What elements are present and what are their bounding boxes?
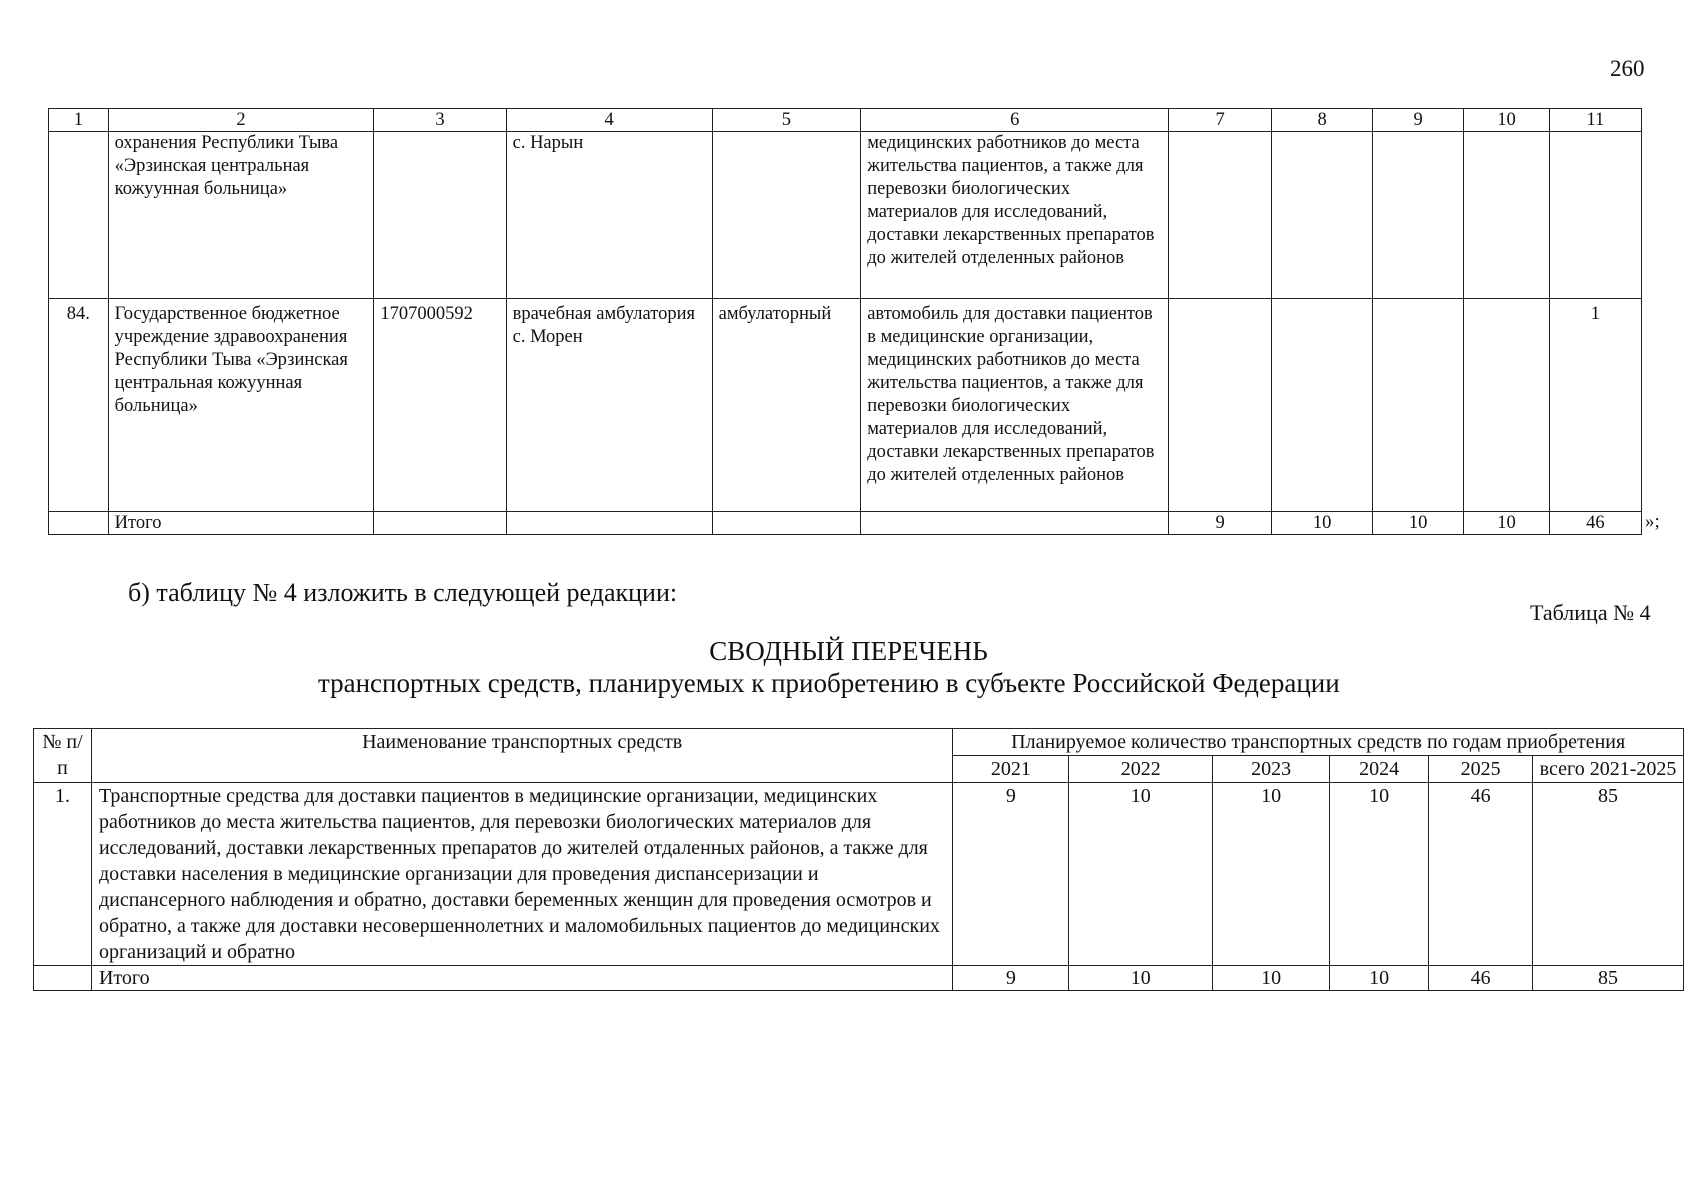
col-num: 3 [374, 109, 506, 132]
col-num: 1 [49, 109, 109, 132]
summary-table [33, 728, 1684, 991]
document-title: СВОДНЫЙ ПЕРЕЧЕНЬ [709, 636, 988, 666]
total-value: 10 [1213, 966, 1330, 991]
page-number: 260 [1610, 56, 1645, 81]
col-num: 7 [1169, 109, 1272, 132]
value-cell: 1 [1549, 299, 1641, 512]
header-row [34, 729, 1684, 756]
col-num: 6 [861, 109, 1169, 132]
header-year: 2022 [1069, 756, 1213, 783]
header-num: № п/п [34, 729, 92, 783]
header-year: 2024 [1330, 756, 1429, 783]
location-cell: с. Нарын [506, 132, 712, 299]
purpose-cell: медицинских работников до места жительства пациентов, а также для перевозки биологических материалов для исследований, доставки лекарственных препаратов до жителей отделенных районов [861, 132, 1169, 299]
continuation-table [48, 108, 1642, 535]
location-cell: врачебная амбулатория с. Морен [506, 299, 712, 512]
header-year: 2021 [953, 756, 1069, 783]
total-value: 46 [1429, 966, 1533, 991]
row-number: 84. [49, 299, 109, 512]
header-total: всего 2021-2025 [1533, 756, 1684, 783]
value-cell: 10 [1069, 783, 1213, 966]
col-num: 5 [712, 109, 861, 132]
total-label: Итого [91, 966, 952, 991]
col-num: 11 [1549, 109, 1641, 132]
institution-cell: охранения Республики Тыва «Эрзинская центральная кожуунная больница» [108, 132, 374, 299]
vehicle-description: Транспортные средства для доставки пациентов в медицинские организации, медицинских работников до места жительства пациентов, для перевозки биологических материалов для исследований, доставки лекарственных препаратов до жителей отдаленных районов, а также для доставки населения в медицинские организации для проведения диспансеризации и диспансерного наблюдения и обратно, доставки беременных женщин для проведения осмотров и обратно, а также для доставки несовершеннолетних и маломобильных пациентов до медицинских организаций и обратно [91, 783, 952, 966]
total-value: 10 [1373, 512, 1464, 535]
value-cell: 10 [1213, 783, 1330, 966]
institution-cell: Государственное бюджетное учреждение здравоохранения Республики Тыва «Эрзинская центральная кожуунная больница» [108, 299, 374, 512]
col-num: 8 [1272, 109, 1373, 132]
value-cell: 46 [1429, 783, 1533, 966]
total-value: 10 [1330, 966, 1429, 991]
value-cell: 10 [1330, 783, 1429, 966]
column-number-row [49, 109, 1642, 132]
row-number: 1. [34, 783, 92, 966]
total-label: Итого [108, 512, 374, 535]
value-cell: 85 [1533, 783, 1684, 966]
type-cell: амбулаторный [712, 299, 861, 512]
document-subtitle: транспортных средств, планируемых к приобретению в субъекте Российской Федерации [318, 668, 1340, 698]
total-value: 9 [1169, 512, 1272, 535]
table-label: Таблица № 4 [1530, 600, 1651, 625]
col-num: 4 [506, 109, 712, 132]
total-value: 10 [1464, 512, 1550, 535]
table-row [49, 299, 1642, 512]
header-year: 2023 [1213, 756, 1330, 783]
header-name: Наименование транспортных средств [91, 729, 952, 783]
total-value: 10 [1069, 966, 1213, 991]
inn-cell: 1707000592 [374, 299, 506, 512]
col-num: 10 [1464, 109, 1550, 132]
total-value: 9 [953, 966, 1069, 991]
header-group: Планируемое количество транспортных средств по годам приобретения [953, 729, 1684, 756]
total-value: 10 [1272, 512, 1373, 535]
table-row [34, 783, 1684, 966]
table-row [49, 132, 1642, 299]
value-cell: 9 [953, 783, 1069, 966]
purpose-cell: автомобиль для доставки пациентов в медицинские организации, медицинских работников до места жительства пациентов, а также для перевозки биологических материалов для исследований, доставки лекарственных препаратов до жителей отделенных районов [861, 299, 1169, 512]
col-num: 9 [1373, 109, 1464, 132]
intro-text: б) таблицу № 4 изложить в следующей редакции: [128, 578, 678, 607]
total-row [34, 966, 1684, 991]
total-value: 46 [1549, 512, 1641, 535]
col-num: 2 [108, 109, 374, 132]
header-year: 2025 [1429, 756, 1533, 783]
total-value: 85 [1533, 966, 1684, 991]
closing-quote: »; [1645, 511, 1660, 532]
total-row [49, 512, 1642, 535]
